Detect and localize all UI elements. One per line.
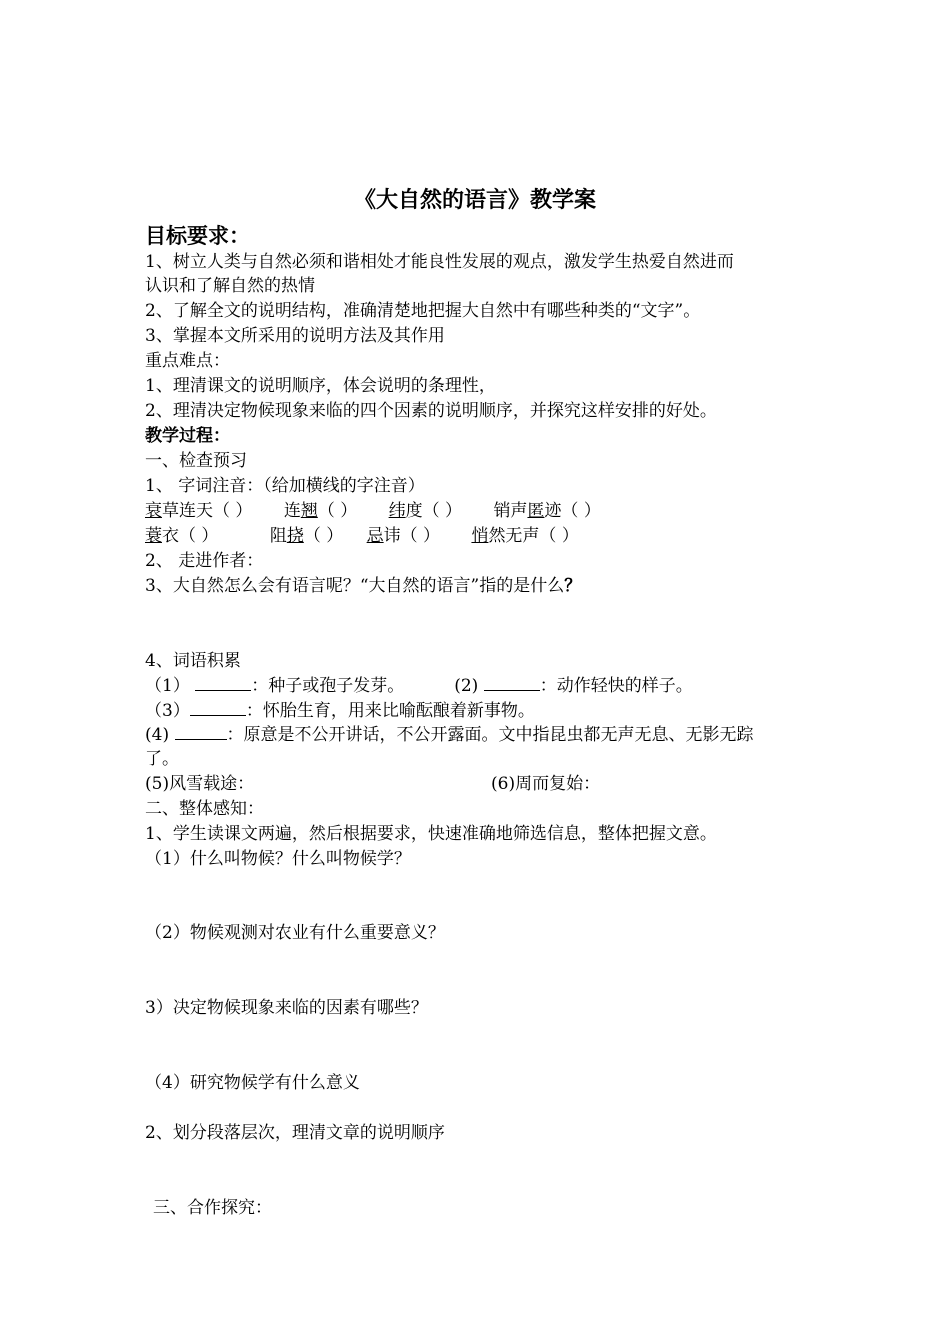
vocab-row-4-cont: 了。 (145, 749, 179, 769)
section2-heading: 二、整体感知： (145, 799, 264, 819)
pinyin-item: 悄然无声（ ） (471, 526, 579, 546)
key-heading: 重点难点： (145, 351, 230, 371)
pinyin-row-2 (145, 524, 579, 548)
vocab-heading: 4、词语积累 (145, 651, 241, 671)
vocab-row-5: (5)风雪载途： (145, 774, 255, 794)
vocab-blank-4[interactable] (175, 723, 227, 740)
goal-line-4: 3、掌握本文所采用的说明方法及其作用 (145, 326, 445, 346)
pinyin-item: 销声匿迹（ ） (493, 501, 601, 521)
goal-line-3: 2、了解全文的说明结构，准确清楚地把握大自然中有哪些种类的“文字”。 (145, 301, 701, 321)
pinyin-item: 纬度（ ） (388, 501, 463, 521)
pinyin-item: 连翘（ ） (283, 501, 358, 521)
section2-intro: 1、学生读课文两遍，然后根据要求，快速准确地筛选信息，整体把握文意。 (145, 824, 717, 844)
pinyin-item: 阻挠（ ） (269, 526, 344, 546)
pinyin-question: 1、 字词注音：（给加横线的字注音） (145, 476, 425, 496)
pinyin-item: 忌讳（ ） (366, 526, 441, 546)
language-question: 3、大自然怎么会有语言呢？“大自然的语言”指的是什么？ (145, 576, 582, 596)
pinyin-item: 蓑衣（ ） (145, 526, 219, 546)
section1-heading: 一、检查预习 (145, 451, 247, 471)
goal-line-1: 1、树立人类与自然必须和谐相处才能良性发展的观点，激发学生热爱自然进而 (145, 252, 734, 272)
process-heading: 教学过程： (145, 426, 230, 446)
author-question: 2、 走进作者： (145, 551, 264, 571)
vocab-row-3: （3） ：怀胎生育，用来比喻酝酿着新事物。 (145, 701, 535, 721)
section2-task-2: 2、划分段落层次，理清文章的说明顺序 (145, 1123, 445, 1143)
section2-question-4: （4）研究物候学有什么意义 (145, 1073, 360, 1093)
pinyin-item: 衰草连天（ ） (145, 501, 253, 521)
vocab-row-6: (6)周而复始： (491, 774, 601, 794)
key-point-2: 2、理清决定物候现象来临的四个因素的说明顺序，并探究这样安排的好处。 (145, 401, 717, 421)
section2-question-1: （1）什么叫物候？什么叫物候学？ (145, 849, 411, 869)
section3-heading: 三、合作探究： (153, 1198, 272, 1218)
vocab-blank-1[interactable] (195, 674, 251, 691)
key-point-1: 1、理清课文的说明顺序，体会说明的条理性， (145, 376, 496, 396)
goal-line-2: 认识和了解自然的热情 (145, 276, 315, 296)
vocab-row-4: (4) ：原意是不公开讲话，不公开露面。文中指昆虫都无声无息、无影无踪 (145, 725, 754, 745)
pinyin-row-1 (145, 499, 601, 523)
section2-question-2: （2）物候观测对农业有什么重要意义？ (145, 923, 445, 943)
vocab-blank-2[interactable] (484, 674, 540, 691)
page-title: 《大自然的语言》教学案 (353, 188, 596, 213)
goals-heading: 目标要求： (145, 224, 250, 248)
vocab-row-1: （1） ：种子或孢子发芽。 (2) ：动作轻快的样子。 (145, 676, 693, 696)
section2-question-3: 3）决定物候现象来临的因素有哪些？ (145, 998, 428, 1018)
vocab-blank-3[interactable] (190, 699, 246, 716)
